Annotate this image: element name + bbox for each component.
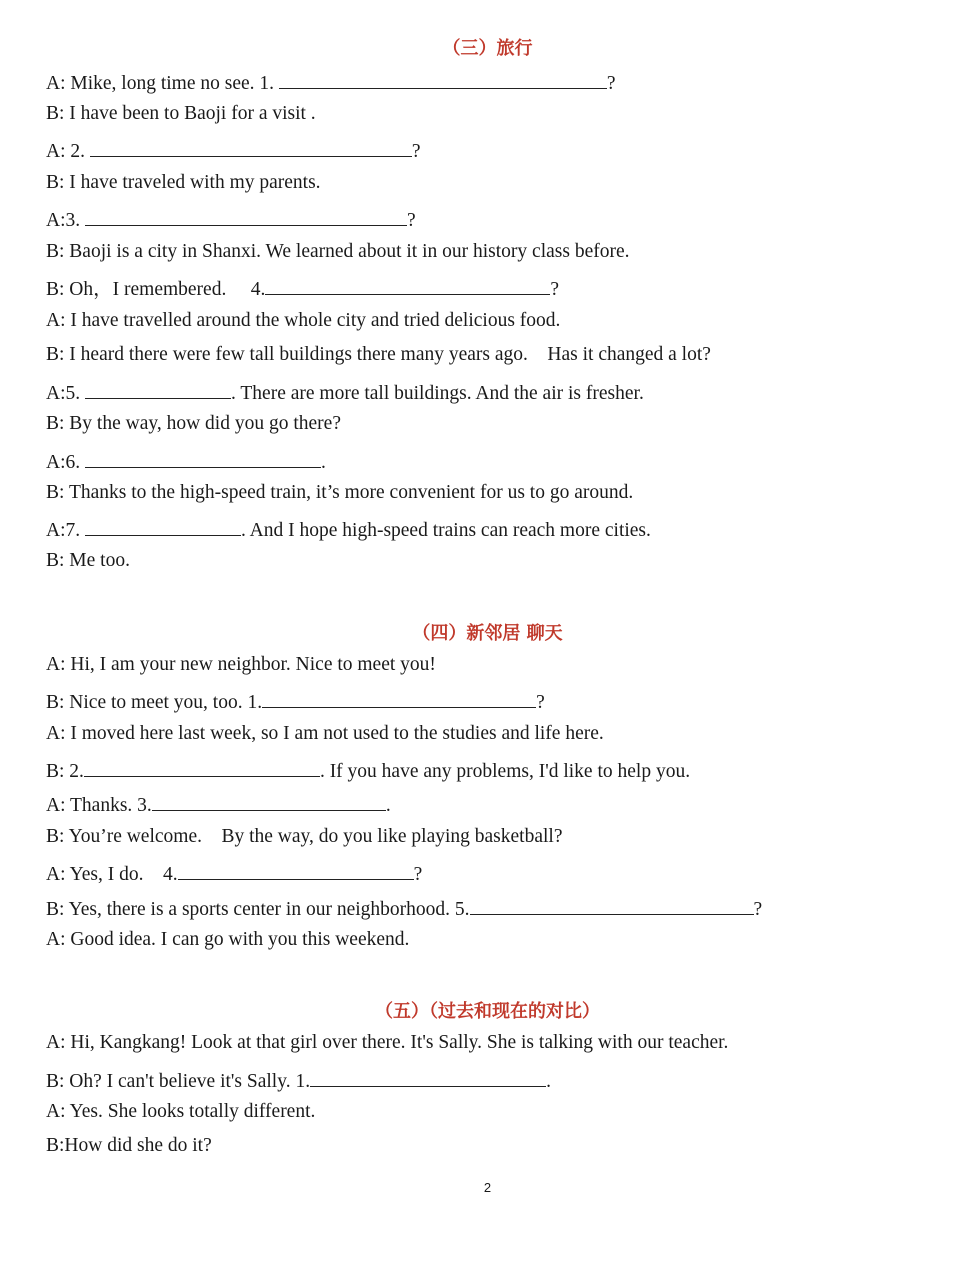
dialogue-line: A: I moved here last week, so I am not used to the studies and life here. <box>46 723 604 744</box>
dialogue-line: A: Good idea. I can go with you this weekend. <box>46 929 410 950</box>
answer-blank[interactable] <box>85 515 241 536</box>
dialogue-line: B: I heard there were few tall buildings there many years ago. Has it changed a lot? <box>46 344 711 365</box>
answer-blank[interactable] <box>279 68 607 89</box>
dialogue-line: B: Oh? I can't believe it's Sally. 1. . <box>46 1066 551 1094</box>
dialogue-line: A: I have travelled around the whole city and tried delicious food. <box>46 310 561 331</box>
dialogue-line: B:How did she do it? <box>46 1135 212 1156</box>
dialogue-line: A: Hi, Kangkang! Look at that girl over there. It's Sally. She is talking with our teacher. <box>46 1032 729 1053</box>
dialogue-line: A: Mike, long time no see. 1. ? <box>46 68 616 96</box>
dialogue-line: B: Me too. <box>46 550 130 571</box>
dialogue-line: A:5. . There are more tall buildings. And the air is fresher. <box>46 378 644 406</box>
answer-blank[interactable] <box>265 274 550 295</box>
answer-blank[interactable] <box>470 894 754 915</box>
dialogue-line: B: Baoji is a city in Shanxi. We learned about it in our history class before. <box>46 241 630 262</box>
dialogue-line: A:6. . <box>46 447 326 475</box>
dialogue-line: A: Yes. She looks totally different. <box>46 1101 316 1122</box>
dialogue-line: B: Oh，I remembered. 4. ? <box>46 274 559 302</box>
dialogue-line: B: By the way, how did you go there? <box>46 413 341 434</box>
dialogue-line: A: Hi, I am your new neighbor. Nice to meet you! <box>46 654 436 675</box>
answer-blank[interactable] <box>85 447 321 468</box>
page-number: 2 <box>483 1180 492 1195</box>
dialogue-line: A:7. . And I hope high-speed trains can reach more cities. <box>46 515 651 543</box>
section-title: （四）新邻居 聊天 <box>412 623 563 644</box>
dialogue-line: B: I have traveled with my parents. <box>46 172 321 193</box>
dialogue-line: A: Yes, I do. 4. ? <box>46 859 422 887</box>
dialogue-line: B: You’re welcome. By the way, do you like playing basketball? <box>46 826 563 847</box>
answer-blank[interactable] <box>178 859 414 880</box>
dialogue-line: B: Thanks to the high-speed train, it’s more convenient for us to go around. <box>46 482 634 503</box>
dialogue-line: A: 2. ? <box>46 136 421 164</box>
dialogue-line: B: 2. . If you have any problems, I'd like to help you. <box>46 756 690 784</box>
answer-blank[interactable] <box>84 756 320 777</box>
section-title: （三）旅行 <box>442 38 533 59</box>
dialogue-line: B: I have been to Baoji for a visit . <box>46 103 316 124</box>
answer-blank[interactable] <box>85 205 407 226</box>
section-title: （五）（过去和现在的对比） <box>375 1001 600 1022</box>
answer-blank[interactable] <box>310 1066 546 1087</box>
dialogue-line: A:3. ? <box>46 205 416 233</box>
answer-blank[interactable] <box>90 136 412 157</box>
dialogue-line: B: Yes, there is a sports center in our neighborhood. 5. ? <box>46 894 762 922</box>
dialogue-line: B: Nice to meet you, too. 1. ? <box>46 687 545 715</box>
answer-blank[interactable] <box>262 687 536 708</box>
dialogue-line: A: Thanks. 3. . <box>46 790 391 818</box>
answer-blank[interactable] <box>85 378 231 399</box>
answer-blank[interactable] <box>152 790 386 811</box>
